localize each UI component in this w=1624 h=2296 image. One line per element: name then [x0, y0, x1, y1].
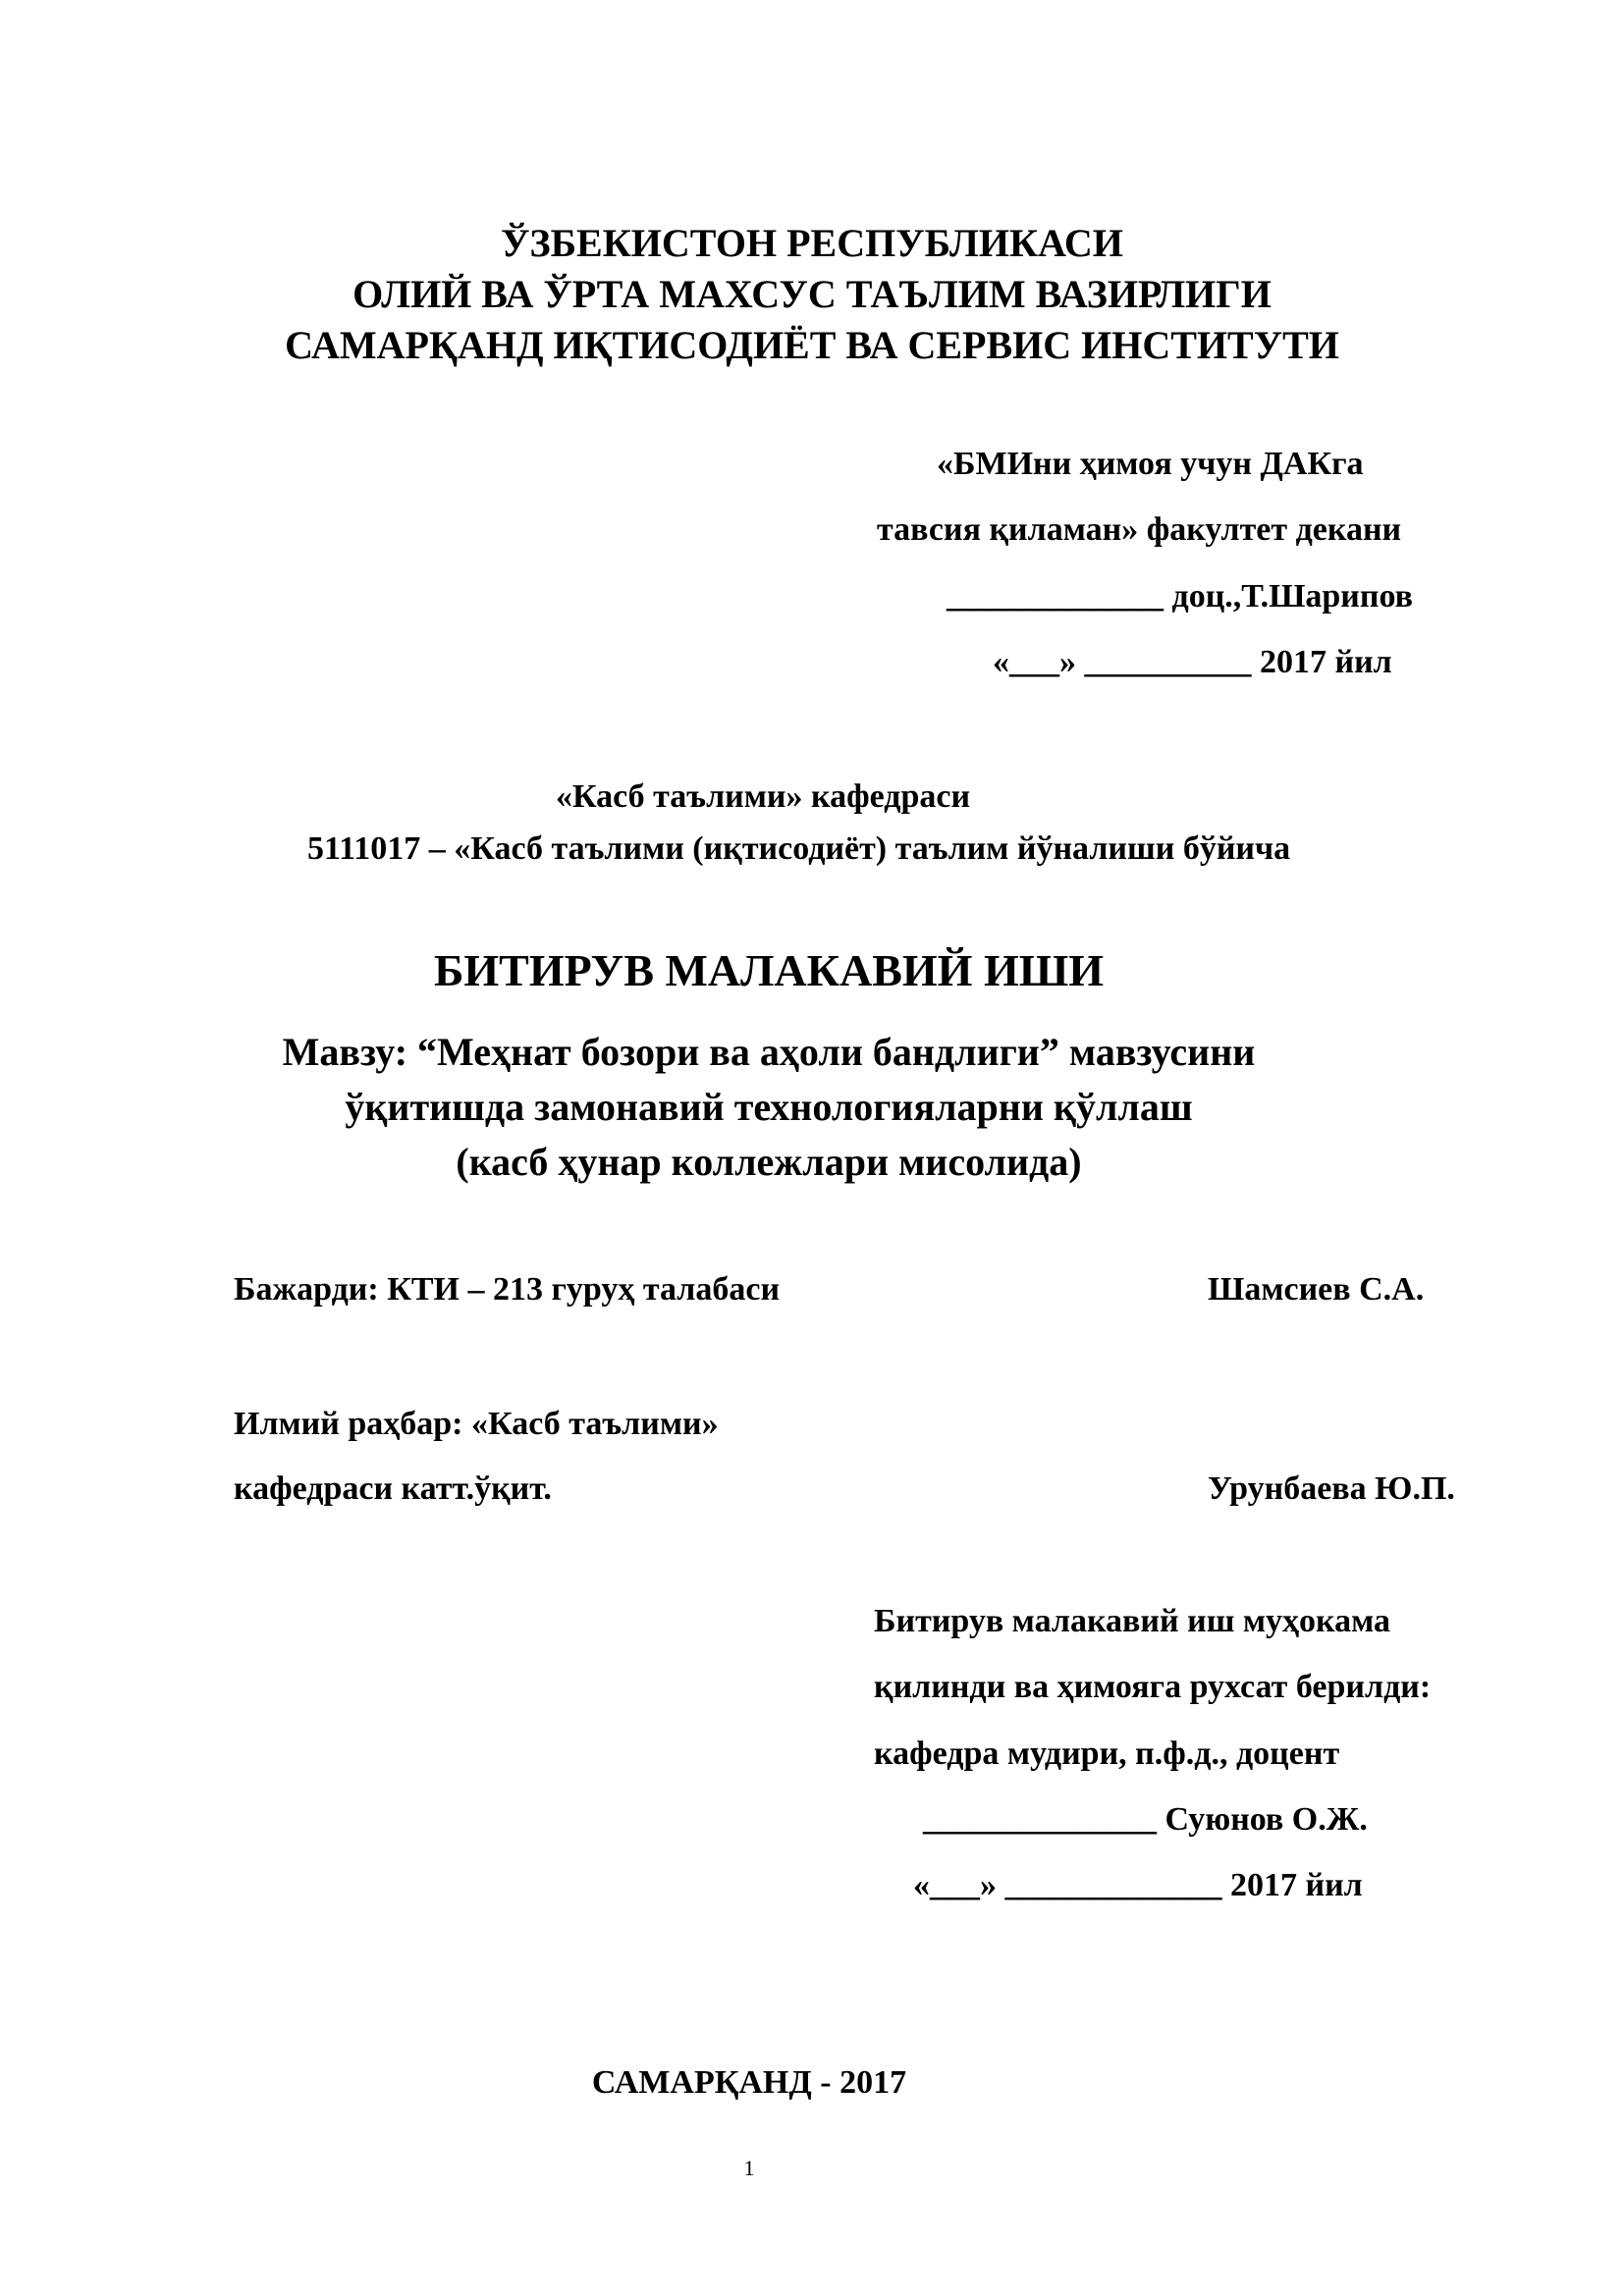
topic-line-3: (касб ҳунар коллежлари мисолида)	[456, 1140, 1082, 1184]
topic-line-2: ўқитишда замонавий технологияларни қўллаш	[345, 1085, 1193, 1129]
approval-line-1: «БМИни ҳимоя учун ДАКга	[937, 446, 1364, 482]
performer-name: Шамсиев С.А.	[1208, 1271, 1425, 1308]
discussion-line-5: «___» _____________ 2017 йил	[913, 1867, 1363, 1903]
supervisor-label-1: Илмий раҳбар: «Касб таълими»	[234, 1406, 719, 1442]
page-number: 1	[743, 2156, 755, 2180]
department-line-2: 5111017 – «Касб таълими (иқтисодиёт) таълим йўналиши бўйича	[307, 830, 1291, 867]
discussion-line-2: қилинди ва ҳимояга рухсат берилди:	[874, 1669, 1432, 1705]
performer-label: Бажарди: КТИ – 213 гуруҳ талабаси	[234, 1271, 781, 1308]
department-line-1: «Касб таълими» кафедраси	[555, 778, 971, 815]
supervisor-label-2: кафедраси катт.ўқит.	[234, 1470, 552, 1507]
discussion-line-4: ______________ Суюнов О.Ж.	[923, 1801, 1368, 1838]
approval-line-4: «___» __________ 2017 йил	[993, 644, 1392, 680]
city-year: САМАРҚАНД - 2017	[591, 2064, 907, 2101]
supervisor-name: Урунбаева Ю.П.	[1208, 1470, 1455, 1507]
topic-line-1: Мавзу: “Меҳнат бозори ва аҳоли бандлиги” мавзусини	[282, 1030, 1256, 1074]
ministry-header-line-1: ЎЗБЕКИСТОН РЕСПУБЛИКАСИ	[501, 221, 1123, 265]
approval-line-3: _____________ доц.,Т.Шарипов	[947, 578, 1414, 614]
approval-line-2: тавсия қиламан» факултет декани	[877, 511, 1402, 548]
document-title: БИТИРУВ МАЛАКАВИЙ ИШИ	[433, 945, 1105, 995]
ministry-header-line-2: ОЛИЙ ВА ЎРТА МАХСУС ТАЪЛИМ ВАЗИРЛИГИ	[352, 272, 1272, 316]
ministry-header-line-3: САМАРҚАНД ИҚТИСОДИЁТ ВА СЕРВИС ИНСТИТУТИ	[285, 323, 1339, 367]
discussion-line-3: кафедра мудири, п.ф.д., доцент	[874, 1735, 1340, 1772]
discussion-line-1: Битирув малакавий иш муҳокама	[874, 1603, 1391, 1639]
